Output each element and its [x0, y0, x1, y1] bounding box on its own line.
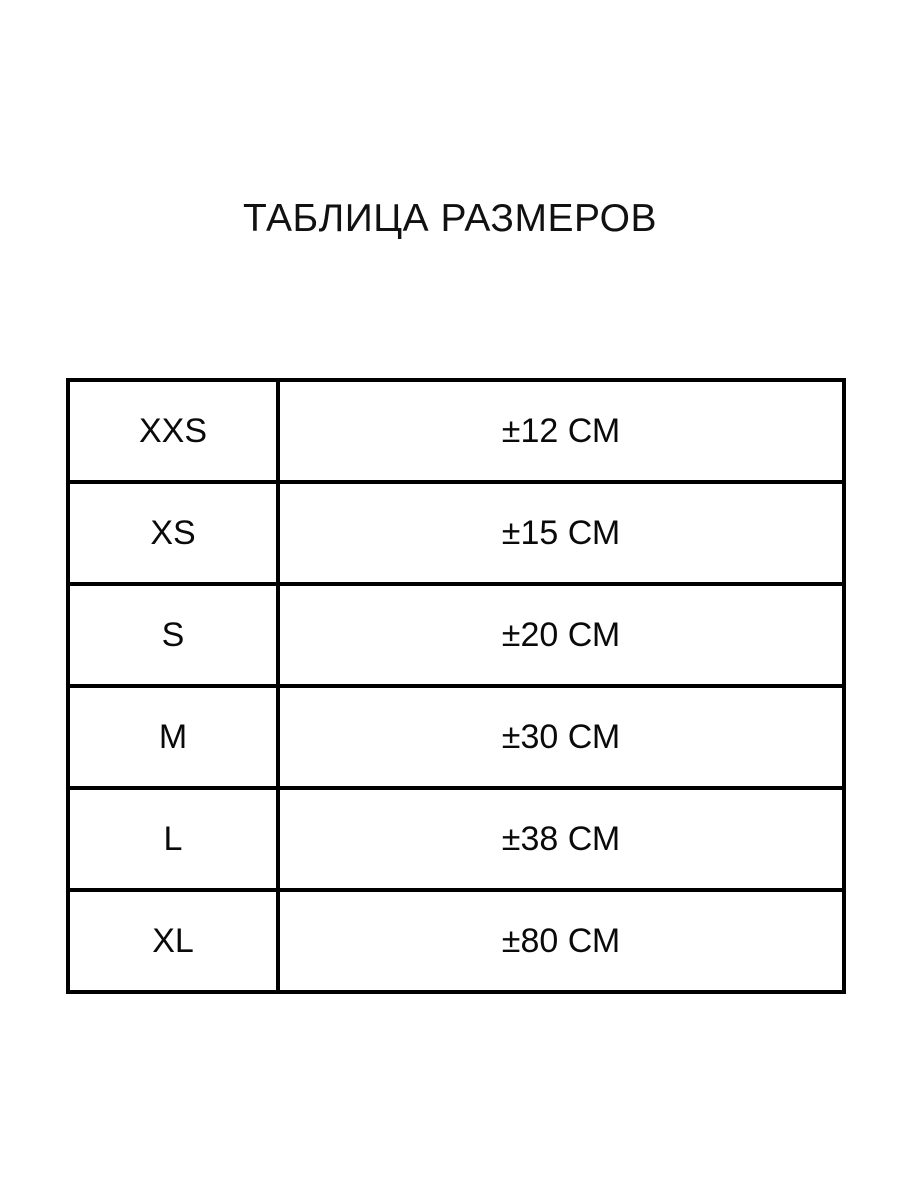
- table-row: [68, 788, 844, 890]
- size-table-body: [68, 380, 844, 992]
- size-value-cell: ±20 СМ: [278, 584, 844, 686]
- size-value-cell: ±80 СМ: [278, 890, 844, 992]
- table-row: [68, 890, 844, 992]
- size-label-cell: XL: [68, 890, 278, 992]
- table-row: [68, 686, 844, 788]
- size-table: [66, 378, 846, 994]
- size-label-cell: M: [68, 686, 278, 788]
- size-value-cell: ±30 СМ: [278, 686, 844, 788]
- size-value-cell: ±15 СМ: [278, 482, 844, 584]
- size-label-cell: XXS: [68, 380, 278, 482]
- table-row: [68, 482, 844, 584]
- size-label-cell: S: [68, 584, 278, 686]
- page-title: ТАБЛИЦА РАЗМЕРОВ: [243, 197, 657, 240]
- table-row: [68, 380, 844, 482]
- size-value-cell: ±38 СМ: [278, 788, 844, 890]
- size-value-cell: ±12 СМ: [278, 380, 844, 482]
- size-label-cell: L: [68, 788, 278, 890]
- table-row: [68, 584, 844, 686]
- size-label-cell: XS: [68, 482, 278, 584]
